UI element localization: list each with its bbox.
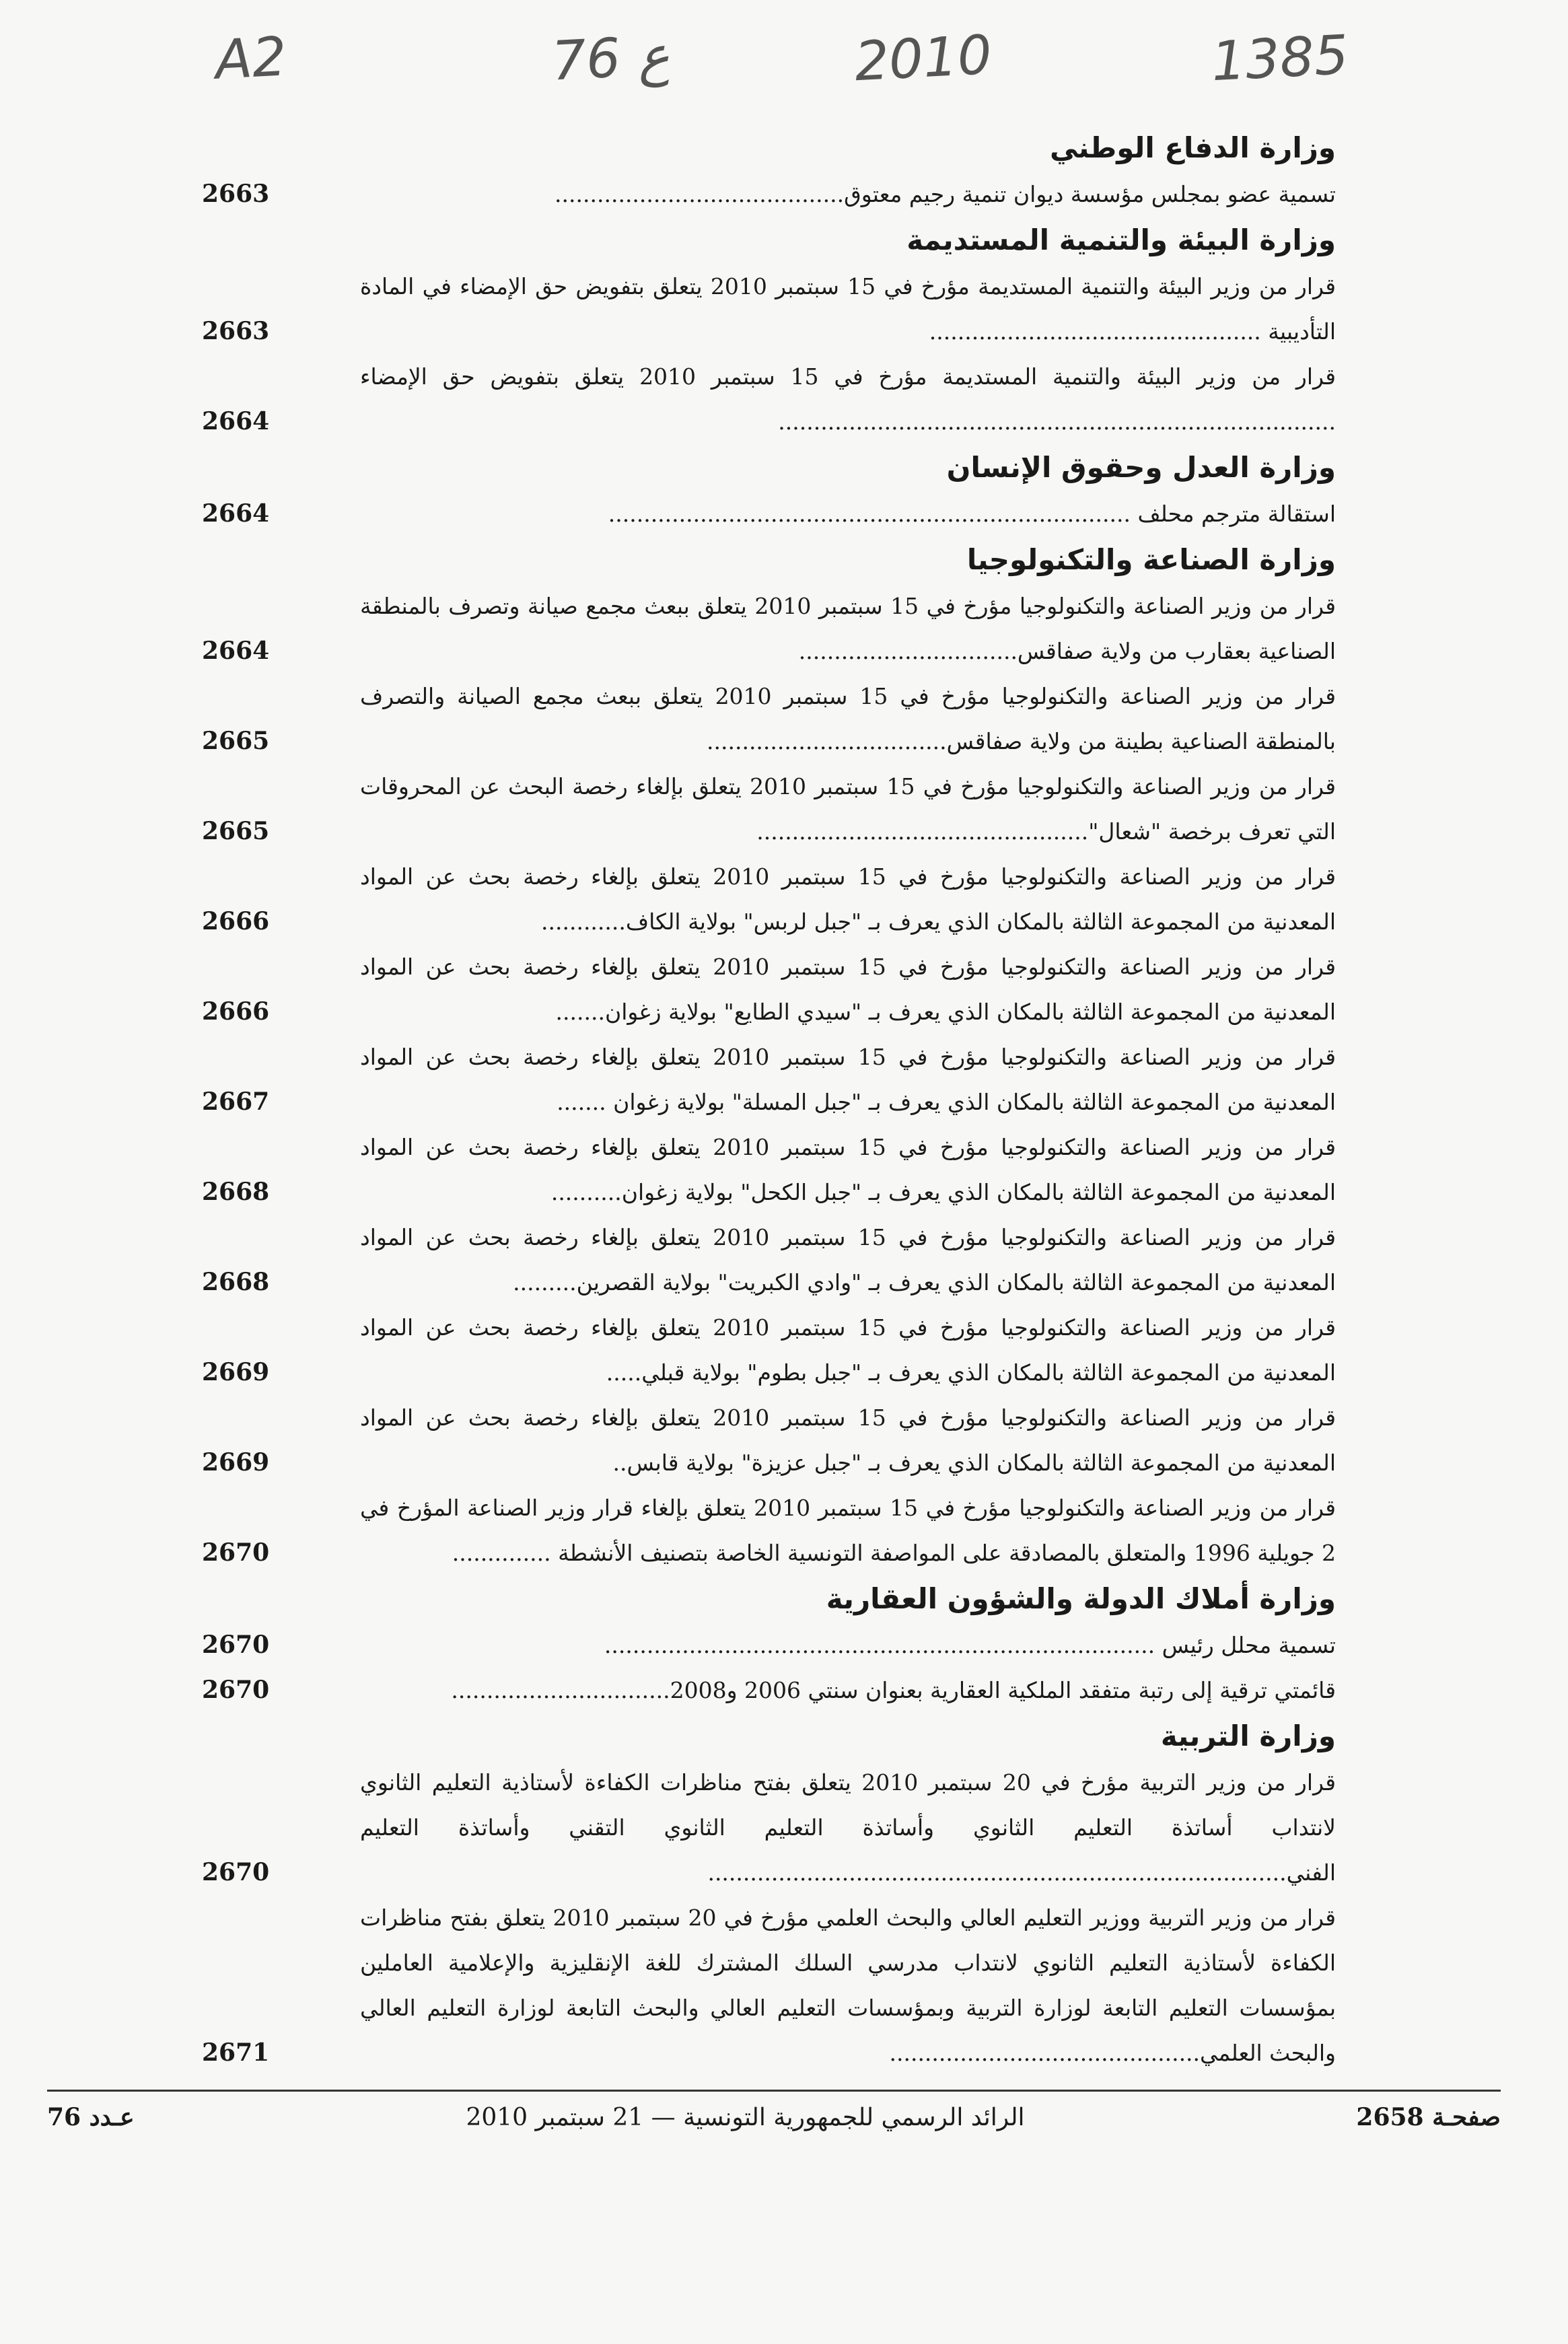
toc-entry-text: قرار من وزير الصناعة والتكنولوجيا مؤرخ في 15 سبتمبر 2010 يتعلق بإلغاء رخصة بحث عن المواد المعدنية من المجموعة الثالثة بالمكان الذي يعرف بـ "سيدي الطايع" بولاية زغوان.......	[360, 954, 1336, 1025]
toc-entry-text: قرار من وزير البيئة والتنمية المستديمة مؤرخ في 15 سبتمبر 2010 يتعلق بتفويض حق الإمضاء ...............................................................................	[360, 363, 1336, 435]
toc-entry-text: تسمية عضو بمجلس مؤسسة ديوان تنمية رجيم معتوق.........................................	[555, 181, 1336, 207]
toc-entry	[202, 1395, 1336, 1485]
toc-entry-text: قرار من وزير الصناعة والتكنولوجيا مؤرخ في 15 سبتمبر 2010 يتعلق بإلغاء رخصة بحث عن المواد المعدنية من المجموعة الثالثة بالمكان الذي يعرف بـ "جبل لربس" بولاية الكاف............	[360, 863, 1336, 935]
toc-entry	[202, 764, 1336, 854]
toc-entry-text: قرار من وزير الصناعة والتكنولوجيا مؤرخ في 15 سبتمبر 2010 يتعلق بإلغاء رخصة بحث عن المواد المعدنية من المجموعة الثالثة بالمكان الذي يعرف بـ "جبل عزيزة" بولاية قابس..	[360, 1405, 1336, 1476]
toc-entry-page: 2670	[202, 1858, 270, 1886]
toc-entry-page: 2664	[202, 637, 270, 665]
toc-entry	[202, 491, 1336, 536]
toc-entry	[202, 1623, 1336, 1668]
toc-entry-page: 2666	[202, 907, 270, 935]
toc-entry-page: 2670	[202, 1538, 270, 1567]
toc-entry	[202, 1125, 1336, 1215]
toc-entry-text: قرار من وزير الصناعة والتكنولوجيا مؤرخ في 15 سبتمبر 2010 يتعلق بإلغاء رخصة بحث عن المواد المعدنية من المجموعة الثالثة بالمكان الذي يعرف بـ "وادي الكبريت" بولاية القصرين.........	[360, 1224, 1336, 1295]
toc-entry	[202, 1895, 1336, 2075]
toc-entry-page: 2664	[202, 407, 270, 435]
toc-entry-text: تسمية محلل رئيس ..............................................................................	[604, 1632, 1336, 1658]
toc-entry-page: 2669	[202, 1358, 270, 1386]
toc-entry	[202, 674, 1336, 764]
toc-entry-page: 2670	[202, 1631, 270, 1659]
ministry-heading: وزارة التربية	[1160, 1719, 1336, 1752]
toc-entry	[202, 1215, 1336, 1305]
toc-entry-page: 2663	[202, 180, 270, 208]
handwritten-note-year: 2010	[853, 23, 993, 94]
toc-entry-page: 2668	[202, 1178, 270, 1206]
toc-entry-page: 2669	[202, 1448, 270, 1477]
toc-entry	[202, 1034, 1336, 1125]
footer-issue-number: عـدد 76	[47, 2103, 135, 2131]
toc-entry	[202, 583, 1336, 674]
toc-entry-page: 2665	[202, 817, 270, 845]
ministry-heading: وزارة البيئة والتنمية المستديمة	[906, 223, 1336, 256]
toc-entry-page: 2670	[202, 1676, 270, 1704]
toc-entry	[202, 854, 1336, 944]
table-of-contents	[202, 125, 1336, 2075]
toc-entry-text: قرار من وزير التربية مؤرخ في 20 سبتمبر 2010 يتعلق بفتح مناظرات الكفاءة لأستاذية التعليم الثانوي لانتداب أساتذة التعليم الثانوي وأساتذة التعليم الثانوي التقني وأساتذة التعليم الفني..................................................................................	[360, 1769, 1336, 1886]
toc-entry-text: قرار من وزير الصناعة والتكنولوجيا مؤرخ في 15 سبتمبر 2010 يتعلق بإلغاء قرار وزير الصناعة المؤرخ في 2 جويلية 1996 والمتعلق بالمصادقة على المواصفة التونسية الخاصة بتصنيف الأنشطة ..............	[360, 1495, 1336, 1566]
toc-entry-text: قرار من وزير البيئة والتنمية المستديمة مؤرخ في 15 سبتمبر 2010 يتعلق بتفويض حق الإمضاء في المادة التأديبية ...............................................	[360, 273, 1336, 345]
toc-entry-page: 2671	[202, 2038, 270, 2067]
ministry-heading: وزارة العدل وحقوق الإنسان	[946, 451, 1336, 484]
toc-entry	[202, 1668, 1336, 1713]
toc-entry	[202, 1485, 1336, 1575]
toc-entry-text: قرار من وزير الصناعة والتكنولوجيا مؤرخ في 15 سبتمبر 2010 يتعلق بإلغاء رخصة بحث عن المواد المعدنية من المجموعة الثالثة بالمكان الذي يعرف بـ "جبل الكحل" بولاية زغوان..........	[360, 1134, 1336, 1205]
toc-entry-text: قرار من وزير الصناعة والتكنولوجيا مؤرخ في 15 سبتمبر 2010 يتعلق بإلغاء رخصة البحث عن المحروقات التي تعرف برخصة "شعال"...............................................	[360, 773, 1337, 845]
handwritten-note-issue: 76 ع	[550, 24, 672, 93]
toc-entry	[202, 1760, 1336, 1895]
footer-divider	[47, 2090, 1501, 2092]
toc-entry-page: 2663	[202, 317, 270, 345]
handwritten-note-a2: A2	[213, 25, 288, 92]
ministry-heading: وزارة الدفاع الوطني	[1050, 131, 1336, 164]
toc-entry-page: 2667	[202, 1088, 270, 1116]
ministry-heading: وزارة الصناعة والتكنولوجيا	[966, 543, 1336, 576]
toc-entry-text: قرار من وزير الصناعة والتكنولوجيا مؤرخ في 15 سبتمبر 2010 يتعلق ببعث مجمع الصيانة والتصرف بالمنطقة الصناعية بطينة من ولاية صفاقس..................................	[360, 683, 1336, 754]
toc-entry-text: قرار من وزير التربية ووزير التعليم العالي والبحث العلمي مؤرخ في 20 سبتمبر 2010 يتعلق بفتح مناظرات الكفاءة لأستاذية التعليم الثانوي لانتداب مدرسي السلك المشترك للغة الإنقليزية والإعلامية العاملين بمؤسسات التعليم التابعة لوزارة التربية وبمؤسسات التعليم العالي والبحث التابعة لوزارة التعليم العالي والبحث العلمي............................................	[360, 1905, 1337, 2066]
toc-entry-page: 2665	[202, 727, 270, 755]
toc-entry-text: قرار من وزير الصناعة والتكنولوجيا مؤرخ في 15 سبتمبر 2010 يتعلق بإلغاء رخصة بحث عن المواد المعدنية من المجموعة الثالثة بالمكان الذي يعرف بـ "جبل المسلة" بولاية زغوان .......	[360, 1044, 1336, 1115]
toc-entry-page: 2664	[202, 499, 270, 528]
toc-entry-page: 2668	[202, 1268, 270, 1296]
toc-entry	[202, 264, 1336, 354]
page-footer	[47, 2103, 1501, 2131]
toc-entry-text: قرار من وزير الصناعة والتكنولوجيا مؤرخ في 15 سبتمبر 2010 يتعلق ببعث مجمع صيانة وتصرف بالمنطقة الصناعية بعقارب من ولاية صفاقس...............................	[360, 593, 1336, 664]
toc-entry-text: استقالة مترجم محلف ..........................................................................	[608, 501, 1336, 527]
toc-entry	[202, 354, 1336, 444]
toc-entry	[202, 944, 1336, 1034]
ministry-heading: وزارة أملاك الدولة والشؤون العقارية	[826, 1582, 1336, 1615]
footer-journal-title: الرائد الرسمي للجمهورية التونسية — 21 سبتمبر 2010	[466, 2103, 1025, 2131]
toc-entry-page: 2666	[202, 997, 270, 1026]
toc-entry	[202, 1305, 1336, 1395]
toc-entry-text: قرار من وزير الصناعة والتكنولوجيا مؤرخ في 15 سبتمبر 2010 يتعلق بإلغاء رخصة بحث عن المواد المعدنية من المجموعة الثالثة بالمكان الذي يعرف بـ "جبل بطوم" بولاية قبلي.....	[360, 1314, 1336, 1386]
toc-entry-text: قائمتي ترقية إلى رتبة متفقد الملكية العقارية بعنوان سنتي 2006 و2008...............................	[451, 1677, 1336, 1703]
footer-page-number: صفحـة 2658	[1356, 2103, 1501, 2131]
handwritten-note-number: 1385	[1209, 23, 1350, 94]
toc-entry	[202, 172, 1336, 217]
